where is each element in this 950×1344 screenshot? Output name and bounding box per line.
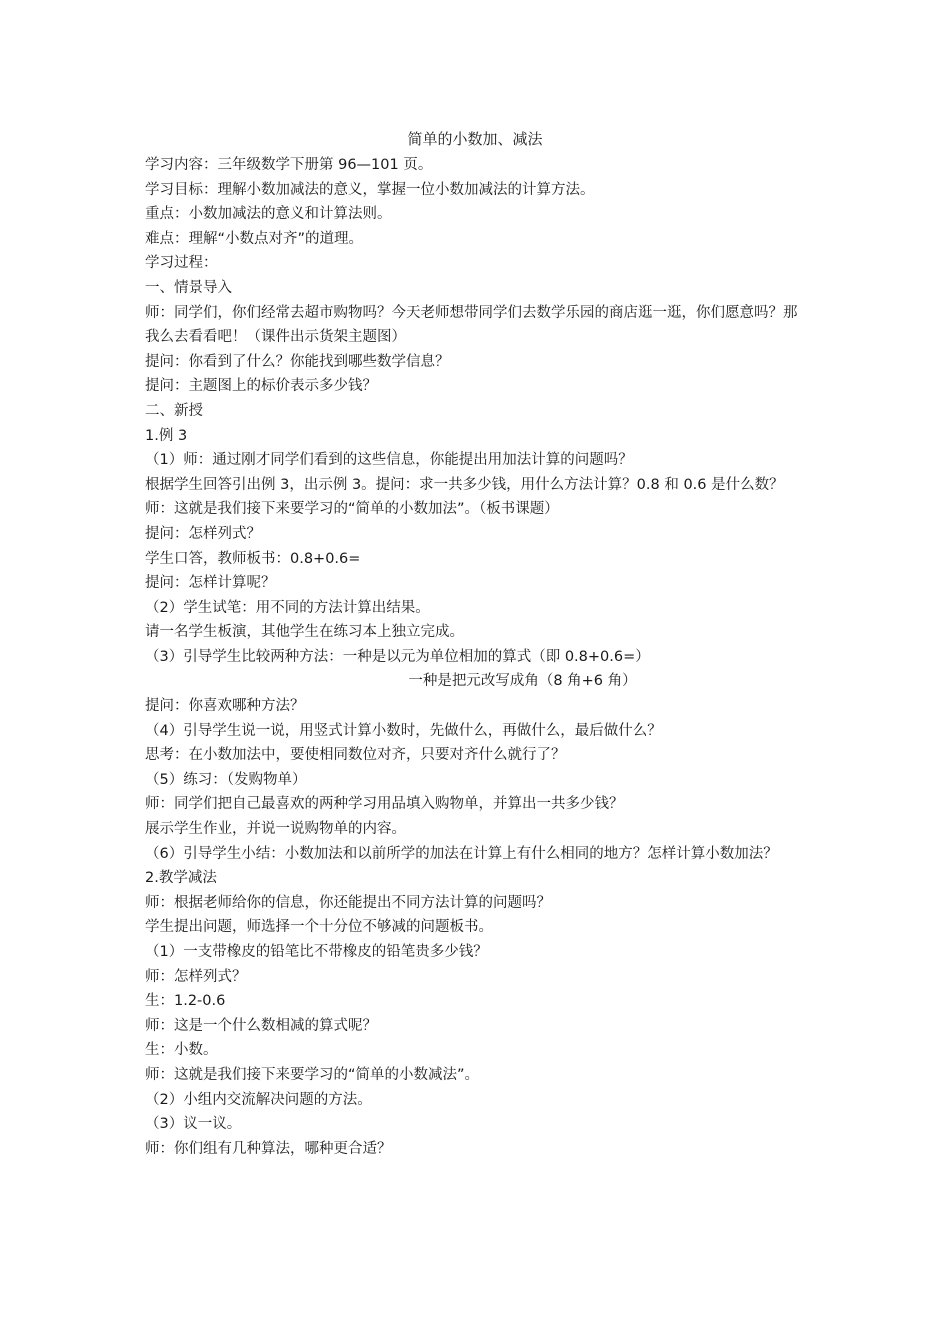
document-body — [145, 153, 810, 1161]
text-line: 一种是把元改写成角（8 角+6 角） — [408, 673, 637, 690]
text-line: 师：怎样列式？ — [145, 968, 247, 985]
text-line: 师：根据老师给你的信息，你还能提出不同方法计算的问题吗？ — [145, 894, 551, 911]
text-line: （6）引导学生小结：小数加法和以前所学的加法在计算上有什么相同的地方？怎样计算小数加法？ — [145, 845, 778, 862]
text-line: 重点：小数加减法的意义和计算法则。 — [145, 206, 392, 223]
text-line: 学生提出问题，师选择一个十分位不够减的问题板书。 — [145, 919, 493, 936]
text-line: 师：同学们，你们经常去超市购物吗？今天老师想带同学们去数学乐园的商店逛一逛，你们愿意吗？那我么去看看吧！（课件出示货架主题图） — [145, 304, 798, 346]
text-line: （3）引导学生比较两种方法：一种是以元为单位相加的算式（即 0.8+0.6=） — [145, 648, 650, 665]
text-line: （4）引导学生说一说，用竖式计算小数时，先做什么，再做什么，最后做什么？ — [145, 722, 662, 739]
text-line: 1.例 3 — [145, 427, 188, 444]
text-line: 2.教学减法 — [145, 870, 217, 887]
text-line: 展示学生作业，并说一说购物单的内容。 — [145, 821, 406, 838]
text-line: （2）学生试笔：用不同的方法计算出结果。 — [145, 599, 430, 616]
text-line: 师：你们组有几种算法，哪种更合适？ — [145, 1140, 392, 1157]
text-line: 学习过程： — [145, 255, 218, 272]
document-title: 简单的小数加、减法 — [407, 130, 543, 148]
text-line: 根据学生回答引出例 3，出示例 3。提问：求一共多少钱，用什么方法计算？0.8 和 0.6 是什么数？ — [145, 476, 784, 493]
text-line: （1）师：通过刚才同学们看到的这些信息，你能提出用加法计算的问题吗？ — [145, 452, 633, 469]
text-line: 师：这是一个什么数相减的算式呢？ — [145, 1017, 377, 1034]
text-line: 生：小数。 — [145, 1042, 218, 1059]
text-line: 提问：怎样计算呢？ — [145, 575, 276, 592]
text-line: 提问：你喜欢哪种方法？ — [145, 698, 305, 715]
text-line: 提问：怎样列式？ — [145, 525, 261, 542]
text-line: 提问：你看到了什么？你能找到哪些数学信息？ — [145, 353, 450, 370]
text-line: （5）练习：（发购物单） — [145, 771, 307, 788]
text-line: （2）小组内交流解决问题的方法。 — [145, 1091, 372, 1108]
text-line: 提问：主题图上的标价表示多少钱？ — [145, 378, 377, 395]
text-line: 师：这就是我们接下来要学习的“简单的小数减法”。 — [145, 1066, 480, 1083]
text-line: 学习内容：三年级数学下册第 96—101 页。 — [145, 157, 433, 173]
text-line: 难点：理解“小数点对齐”的道理。 — [145, 230, 364, 247]
text-line: （3）议一议。 — [145, 1116, 242, 1133]
text-line: 请一名学生板演，其他学生在练习本上独立完成。 — [145, 624, 464, 641]
text-line: 生：1.2-0.6 — [145, 993, 226, 1010]
text-line: （1）一支带橡皮的铅笔比不带橡皮的铅笔贵多少钱？ — [145, 944, 488, 960]
text-line: 一、情景导入 — [145, 279, 232, 296]
text-line: 二、新授 — [145, 402, 203, 419]
text-line: 师：同学们把自己最喜欢的两种学习用品填入购物单，并算出一共多少钱？ — [145, 796, 624, 813]
text-line: 思考：在小数加法中，要使相同数位对齐，只要对齐什么就行了？ — [145, 747, 566, 764]
text-line: 学习目标：理解小数加减法的意义，掌握一位小数加减法的计算方法。 — [145, 181, 595, 198]
text-line: 师：这就是我们接下来要学习的“简单的小数加法”。（板书课题） — [145, 501, 559, 518]
text-line: 学生口答，教师板书：0.8+0.6= — [145, 550, 361, 567]
